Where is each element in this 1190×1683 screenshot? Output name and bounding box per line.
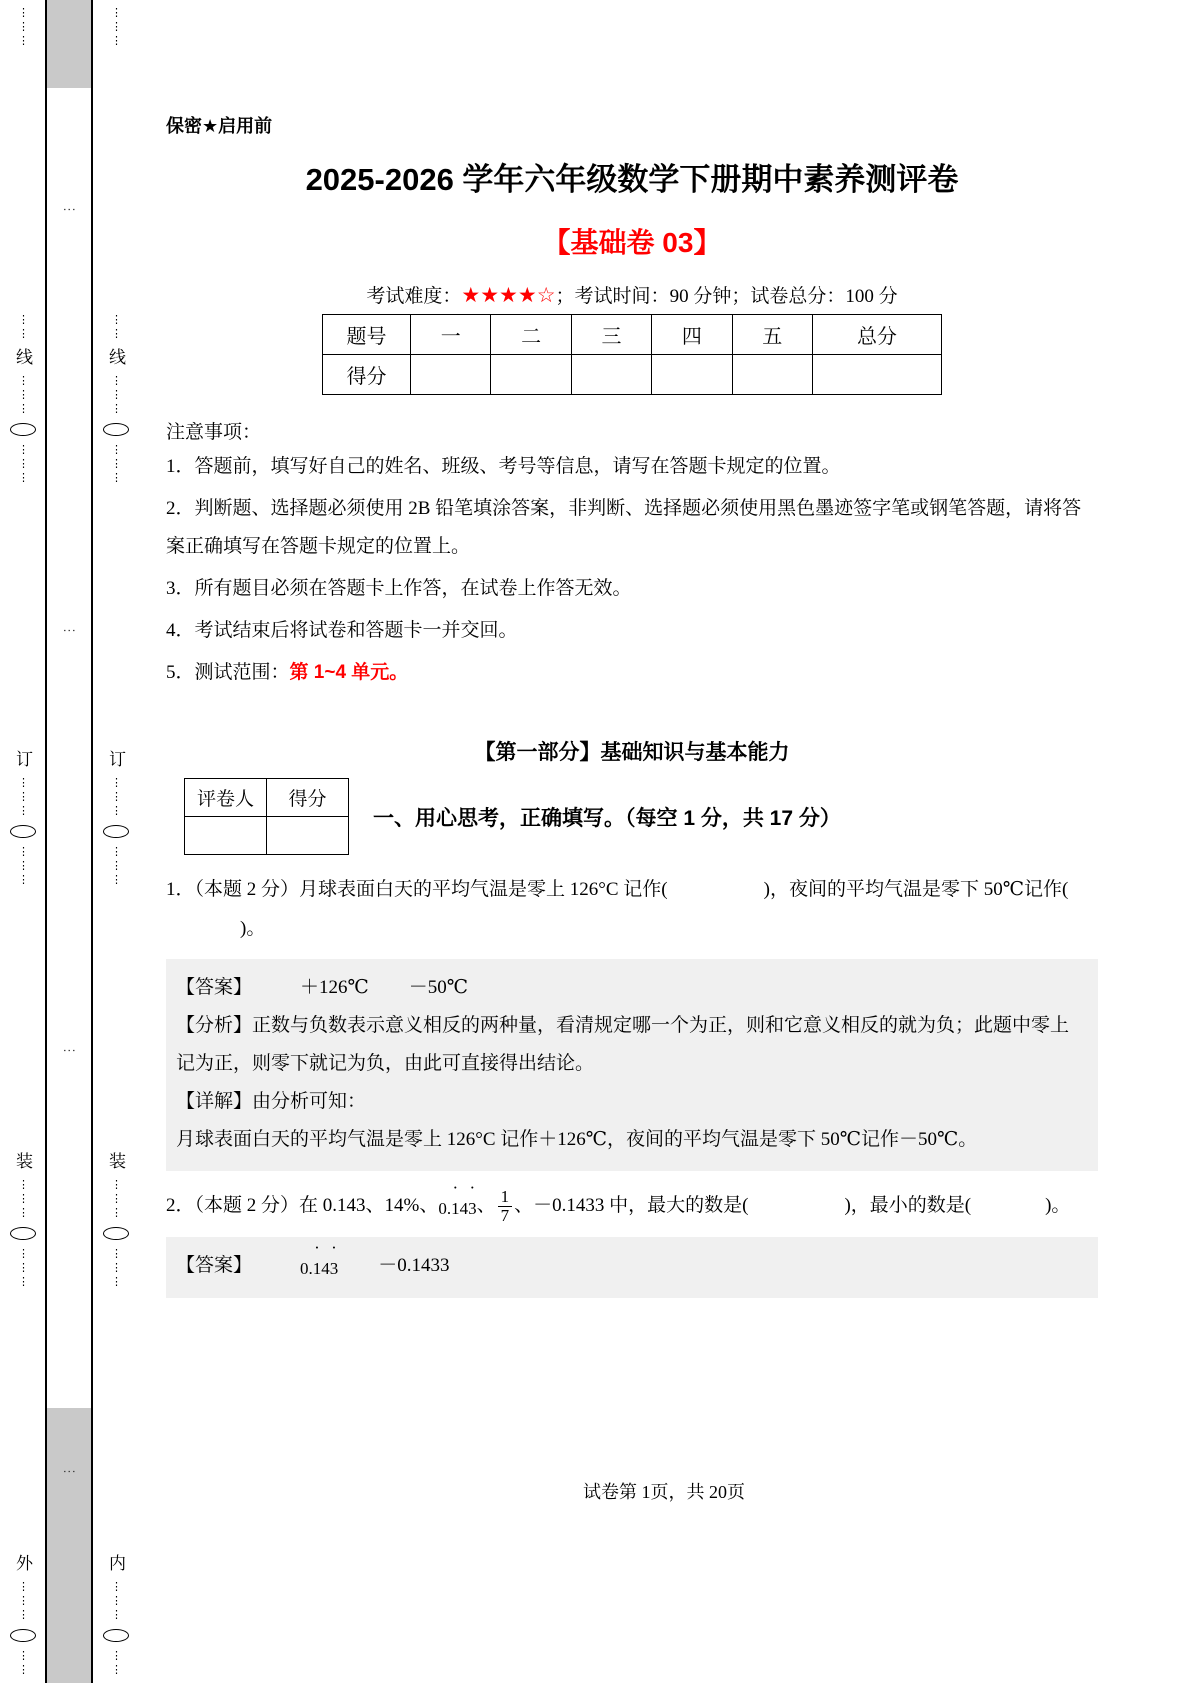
question-1-detail-body: 月球表面白天的平均气温是零上 126°C 记作＋126℃，夜间的平均气温是零下 50℃记作－50℃。 bbox=[176, 1128, 978, 1150]
question-2-text-b: 、－0.1433 中，最大的数是( bbox=[514, 1194, 749, 1216]
marker-table-cell-grader[interactable] bbox=[185, 817, 267, 855]
binding-ellipse-icon bbox=[103, 1227, 129, 1240]
table-row bbox=[185, 817, 349, 855]
page-title: 2025-2026 学年六年级数学下册期中素养测评卷 bbox=[305, 162, 959, 197]
score-table-col-total: 总分 bbox=[812, 315, 941, 355]
difficulty-stars-icon: ★★★★☆ bbox=[461, 283, 556, 307]
question-2-text-mid: 、 bbox=[476, 1194, 496, 1216]
difficulty-label: 考试难度： bbox=[366, 286, 462, 307]
binding-mark-bind-inner bbox=[103, 750, 129, 887]
binding-center-dots: ⋮ bbox=[62, 1465, 78, 1481]
note-item-5 bbox=[166, 654, 1098, 692]
binding-ellipse-icon bbox=[103, 825, 129, 838]
table-row bbox=[323, 315, 942, 355]
dotted-line-segment: ⋮⋮⋮ bbox=[17, 776, 29, 818]
section-one-header bbox=[166, 778, 1098, 855]
fraction-denominator: 7 bbox=[500, 1205, 510, 1225]
total-value: 100 分 bbox=[845, 286, 898, 307]
binding-char-inside: 内 bbox=[106, 1554, 125, 1573]
binding-mark-seal-outer bbox=[10, 1152, 36, 1289]
dotted-line-segment: ⋮⋮ bbox=[110, 313, 122, 341]
secret-label: 保密★启用前 bbox=[166, 116, 273, 136]
dotted-line-segment: ⋮⋮⋮ bbox=[17, 443, 29, 485]
binding-center-dots: ⋮ bbox=[62, 623, 78, 639]
part-header: 【第一部分】基础知识与基本能力 bbox=[474, 741, 790, 764]
section-one-title: 一、用心思考，正确填写。（每空 1 分，共 17 分） bbox=[373, 807, 841, 830]
binding-sidebar bbox=[0, 0, 138, 1683]
time-label: ；考试时间： bbox=[555, 286, 670, 307]
table-row bbox=[185, 779, 349, 817]
binding-char-bind-outer: 订 bbox=[13, 750, 32, 769]
binding-ellipse-icon bbox=[10, 825, 36, 838]
binding-center-dots: ⋮ bbox=[62, 202, 78, 218]
note-item-2: 2．判断题、选择题必须使用 2B 铅笔填涂答案，非判断、选择题必须使用黑色墨迹签字笔或钢笔答题，请将答案正确填写在答题卡规定的位置上。 bbox=[166, 498, 1082, 557]
score-cell[interactable] bbox=[411, 355, 491, 395]
question-1-answer-line bbox=[176, 969, 1088, 1007]
binding-char-outside: 外 bbox=[13, 1554, 32, 1573]
question-2-repeating-decimal: 0.· 14· 3 bbox=[438, 1192, 476, 1227]
total-label: ；试卷总分： bbox=[731, 286, 846, 307]
marker-table bbox=[184, 778, 349, 855]
score-table-col-5: 五 bbox=[732, 315, 812, 355]
binding-ellipse-icon bbox=[10, 423, 36, 436]
dotted-line-segment: ⋮⋮ bbox=[110, 1649, 122, 1677]
score-cell[interactable] bbox=[571, 355, 651, 395]
detail-label: 【详解】 bbox=[176, 1090, 253, 1112]
dotted-line-segment: ⋮⋮⋮ bbox=[110, 1580, 122, 1622]
score-table-col-1: 一 bbox=[411, 315, 491, 355]
dotted-line-segment: ⋮⋮⋮ bbox=[110, 776, 122, 818]
question-2 bbox=[166, 1187, 1098, 1227]
dotted-line-segment: ⋮⋮⋮ bbox=[17, 1247, 29, 1289]
binding-ellipse-icon bbox=[103, 423, 129, 436]
marker-table-cell-score[interactable] bbox=[267, 817, 349, 855]
note-item-4: 4．考试结束后将试卷和答题卡一并交回。 bbox=[166, 620, 518, 641]
answer-label: 【答案】 bbox=[176, 1254, 253, 1276]
dotted-line-segment: ⋮⋮⋮ bbox=[110, 443, 122, 485]
binding-ellipse-icon bbox=[10, 1629, 36, 1642]
exam-meta-line bbox=[166, 281, 1098, 308]
score-table-col-4: 四 bbox=[652, 315, 732, 355]
score-table-col-3: 三 bbox=[571, 315, 651, 355]
score-table-row-label: 题号 bbox=[323, 315, 411, 355]
dotted-line-segment: ⋮⋮⋮ bbox=[110, 845, 122, 887]
dotted-line-segment: ⋮⋮⋮ bbox=[110, 1247, 122, 1289]
dotted-line-segment: ⋮⋮⋮ bbox=[17, 845, 29, 887]
binding-ellipse-icon bbox=[10, 1227, 36, 1240]
question-1-text-b: )，夜间的平均气温是零下 50℃记作( bbox=[763, 879, 1069, 900]
binding-strip-outer bbox=[0, 0, 46, 1683]
question-1 bbox=[166, 871, 1098, 949]
answer-label: 【答案】 bbox=[176, 976, 253, 998]
question-2-answer-value-1: 0.· 14· 3 bbox=[300, 1252, 338, 1286]
marker-table-header-grader: 评卷人 bbox=[185, 779, 267, 817]
note-item-5-prefix: 5．测试范围： bbox=[166, 662, 290, 683]
binding-strip-inner bbox=[92, 0, 138, 1683]
dotted-line-segment: ⋮⋮⋮ bbox=[110, 6, 122, 48]
question-1-prefix: 1．（本题 2 分） bbox=[166, 879, 300, 900]
binding-char-seal-outer: 装 bbox=[13, 1152, 32, 1171]
binding-mark-outside-outer bbox=[10, 1554, 36, 1677]
fraction-numerator: 1 bbox=[498, 1188, 513, 1207]
question-1-detail-line bbox=[176, 1083, 1088, 1121]
binding-mark-line-inner bbox=[103, 313, 129, 485]
question-2-answer-line bbox=[176, 1247, 1088, 1286]
score-table-col-2: 二 bbox=[491, 315, 571, 355]
page-subtitle: 【基础卷 03】 bbox=[542, 227, 722, 258]
question-1-detail-lead: 由分析可知： bbox=[252, 1090, 367, 1112]
table-row bbox=[323, 355, 942, 395]
question-2-answer-value-2: －0.1433 bbox=[378, 1254, 450, 1276]
question-1-text-a: 月球表面白天的平均气温是零上 126°C 记作( bbox=[299, 879, 668, 900]
question-2-text-c: )，最小的数是( bbox=[844, 1194, 972, 1216]
note-item-5-range: 第 1~4 单元。 bbox=[289, 662, 409, 683]
dotted-line-segment: ⋮⋮ bbox=[17, 313, 29, 341]
dotted-line-segment: ⋮⋮⋮ bbox=[17, 374, 29, 416]
note-item-3: 3．所有题目必须在答题卡上作答，在试卷上作答无效。 bbox=[166, 578, 632, 599]
marker-table-header-score: 得分 bbox=[267, 779, 349, 817]
question-1-analysis-line bbox=[176, 1007, 1088, 1083]
analysis-label: 【分析】 bbox=[176, 1014, 253, 1036]
binding-char-line-inner: 线 bbox=[106, 348, 125, 367]
question-1-answer-value-2: －50℃ bbox=[408, 976, 469, 998]
dotted-line-segment: ⋮⋮⋮ bbox=[17, 6, 29, 48]
score-cell[interactable] bbox=[652, 355, 732, 395]
question-2-text-a: 在 0.143、14%、 bbox=[299, 1194, 439, 1216]
binding-gray-inner-white bbox=[47, 88, 91, 1408]
binding-mark-bind-outer bbox=[10, 750, 36, 887]
question-2-answer-box bbox=[166, 1237, 1098, 1298]
dotted-line-segment: ⋮⋮⋮ bbox=[17, 1178, 29, 1220]
binding-char-bind-inner: 订 bbox=[106, 750, 125, 769]
dotted-line-segment: ⋮⋮⋮ bbox=[110, 1178, 122, 1220]
question-1-answer-value-1: ＋126℃ bbox=[300, 976, 369, 998]
binding-mark-inside-inner bbox=[103, 1554, 129, 1677]
score-table-row-label: 得分 bbox=[323, 355, 411, 395]
binding-gray-band bbox=[46, 0, 92, 1683]
page-footer: 试卷第 1页，共 20页 bbox=[583, 1482, 745, 1502]
question-2-fraction bbox=[498, 1188, 513, 1225]
exam-page bbox=[138, 0, 1190, 1683]
score-table bbox=[322, 314, 942, 395]
dotted-line-segment: ⋮⋮⋮ bbox=[17, 1580, 29, 1622]
binding-char-line-outer: 线 bbox=[13, 348, 32, 367]
dotted-line-segment: ⋮⋮⋮ bbox=[110, 374, 122, 416]
score-cell[interactable] bbox=[812, 355, 941, 395]
binding-mark-line-outer bbox=[10, 313, 36, 485]
binding-mark-seal-inner bbox=[103, 1152, 129, 1289]
question-1-analysis-text: 正数与负数表示意义相反的两种量，看清规定哪一个为正，则和它意义相反的就为负；此题中零上记为正，则零下就记为负，由此可直接得出结论。 bbox=[176, 1014, 1070, 1074]
question-1-answer-box bbox=[166, 959, 1098, 1171]
notes-title: 注意事项： bbox=[166, 422, 262, 443]
score-cell[interactable] bbox=[491, 355, 571, 395]
question-2-text-d: )。 bbox=[1045, 1194, 1071, 1216]
binding-center-dots: ⋮ bbox=[62, 1044, 78, 1060]
question-1-text-c: )。 bbox=[240, 917, 266, 939]
time-value: 90 分钟 bbox=[669, 286, 732, 307]
dotted-line-segment: ⋮⋮ bbox=[17, 1649, 29, 1677]
score-cell[interactable] bbox=[732, 355, 812, 395]
binding-char-seal-inner: 装 bbox=[106, 1152, 125, 1171]
note-item-1: 1．答题前，填写好自己的姓名、班级、考号等信息，请写在答题卡规定的位置。 bbox=[166, 456, 841, 477]
binding-ellipse-icon bbox=[103, 1629, 129, 1642]
question-2-prefix: 2．（本题 2 分） bbox=[166, 1194, 300, 1216]
